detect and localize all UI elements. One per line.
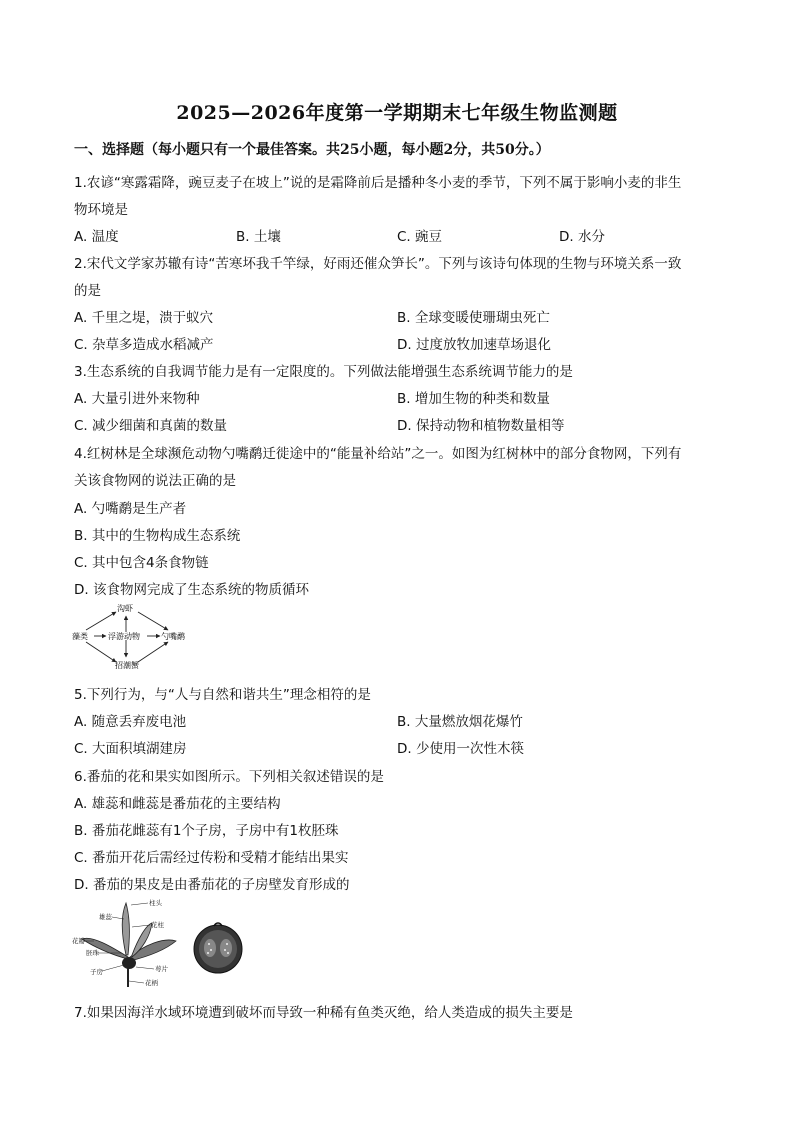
tomato-fruit-diagram: [190, 920, 246, 976]
q2-option-b: B. 全球变暖使珊瑚虫死亡: [397, 310, 550, 326]
q2-stem-line2: 的是: [74, 283, 101, 299]
q6-option-d: D. 番茄的果皮是由番茄花的子房壁发育形成的: [74, 877, 350, 893]
q5-option-d: D. 少使用一次性木筷: [397, 741, 524, 757]
q2-option-d: D. 过度放牧加速草场退化: [397, 337, 551, 353]
flower-label-style: 花柱: [151, 921, 164, 929]
flower-label-petal: 花瓣: [72, 937, 85, 945]
tomato-flower-diagram: [72, 897, 184, 989]
q4-option-c: C. 其中包含4条食物链: [74, 555, 209, 571]
q6-option-c: C. 番茄开花后需经过传粉和受精才能结出果实: [74, 850, 349, 866]
q4-stem-line1: 4.红树林是全球濒危动物勺嘴鹬迁徙途中的“能量补给站”之一。如图为红树林中的部分食物网，下列有: [74, 446, 682, 462]
q2-option-c: C. 杂草多造成水稻减产: [74, 337, 214, 353]
q3-option-c: C. 减少细菌和真菌的数量: [74, 418, 228, 434]
flower-label-stamen: 雄蕊: [99, 913, 112, 921]
page-title: 2025—2026年度第一学期期末七年级生物监测题: [176, 102, 618, 124]
q1-option-c: C. 豌豆: [397, 229, 443, 245]
q4-option-a: A. 勺嘴鹬是生产者: [74, 501, 187, 517]
q1-option-a: A. 温度: [74, 229, 119, 245]
q4-stem-line2: 关该食物网的说法正确的是: [74, 473, 236, 489]
q7-stem: 7.如果因海洋水域环境遭到破坏而导致一种稀有鱼类灭绝，给人类造成的损失主要是: [74, 1005, 573, 1021]
q3-stem: 3.生态系统的自我调节能力是有一定限度的。下列做法能增强生态系统调节能力的是: [74, 364, 573, 380]
q6-option-a: A. 雄蕊和雌蕊是番茄花的主要结构: [74, 796, 281, 812]
q5-option-b: B. 大量燃放烟花爆竹: [397, 714, 523, 730]
q3-option-a: A. 大量引进外来物种: [74, 391, 200, 407]
q4-option-d: D. 该食物网完成了生态系统的物质循环: [74, 582, 309, 598]
q6-option-b: B. 番茄花雌蕊有1个子房，子房中有1枚胚珠: [74, 823, 339, 839]
q1-option-b: B. 土壤: [236, 229, 281, 245]
q6-stem: 6.番茄的花和果实如图所示。下列相关叙述错误的是: [74, 769, 384, 785]
flower-label-stigma: 柱头: [149, 899, 162, 907]
q1-option-d: D. 水分: [559, 229, 605, 245]
q2-option-a: A. 千里之堤，溃于蚁穴: [74, 310, 214, 326]
food-web-node-spoonbill-sandpiper: 勺嘴鹬: [161, 632, 185, 641]
q3-option-b: B. 增加生物的种类和数量: [397, 391, 550, 407]
q5-option-a: A. 随意丢弃废电池: [74, 714, 187, 730]
q3-option-d: D. 保持动物和植物数量相等: [397, 418, 565, 434]
q2-stem-line1: 2.宋代文学家苏辙有诗“苦寒坏我千竿绿，好雨还催众笋长”。下列与该诗句体现的生物与环境关系一致: [74, 256, 682, 272]
flower-label-ovary: 子房: [90, 968, 103, 976]
food-web-node-shrimp: 沟虾: [117, 604, 133, 613]
food-web-node-fiddler-crab: 招潮蟹: [115, 661, 139, 670]
food-web-diagram: [72, 602, 192, 670]
q4-option-b: B. 其中的生物构成生态系统: [74, 528, 241, 544]
q5-stem: 5.下列行为，与“人与自然和谐共生”理念相符的是: [74, 687, 371, 703]
q1-stem-line1: 1.农谚“寒露霜降，豌豆麦子在坡上”说的是霜降前后是播种冬小麦的季节，下列不属于影响小麦的非生: [74, 175, 682, 191]
food-web-node-algae: 藻类: [72, 632, 88, 641]
q1-stem-line2: 物环境是: [74, 202, 128, 218]
food-web-node-zooplankton: 浮游动物: [108, 632, 140, 641]
q5-option-c: C. 大面积填湖建房: [74, 741, 187, 757]
section-heading: 一、选择题（每小题只有一个最佳答案。共25小题，每小题2分，共50分。）: [74, 142, 550, 158]
flower-label-sepal: 萼片: [155, 965, 168, 973]
flower-label-ovule: 胚珠: [86, 949, 99, 957]
flower-label-pedicel: 花柄: [145, 979, 158, 987]
